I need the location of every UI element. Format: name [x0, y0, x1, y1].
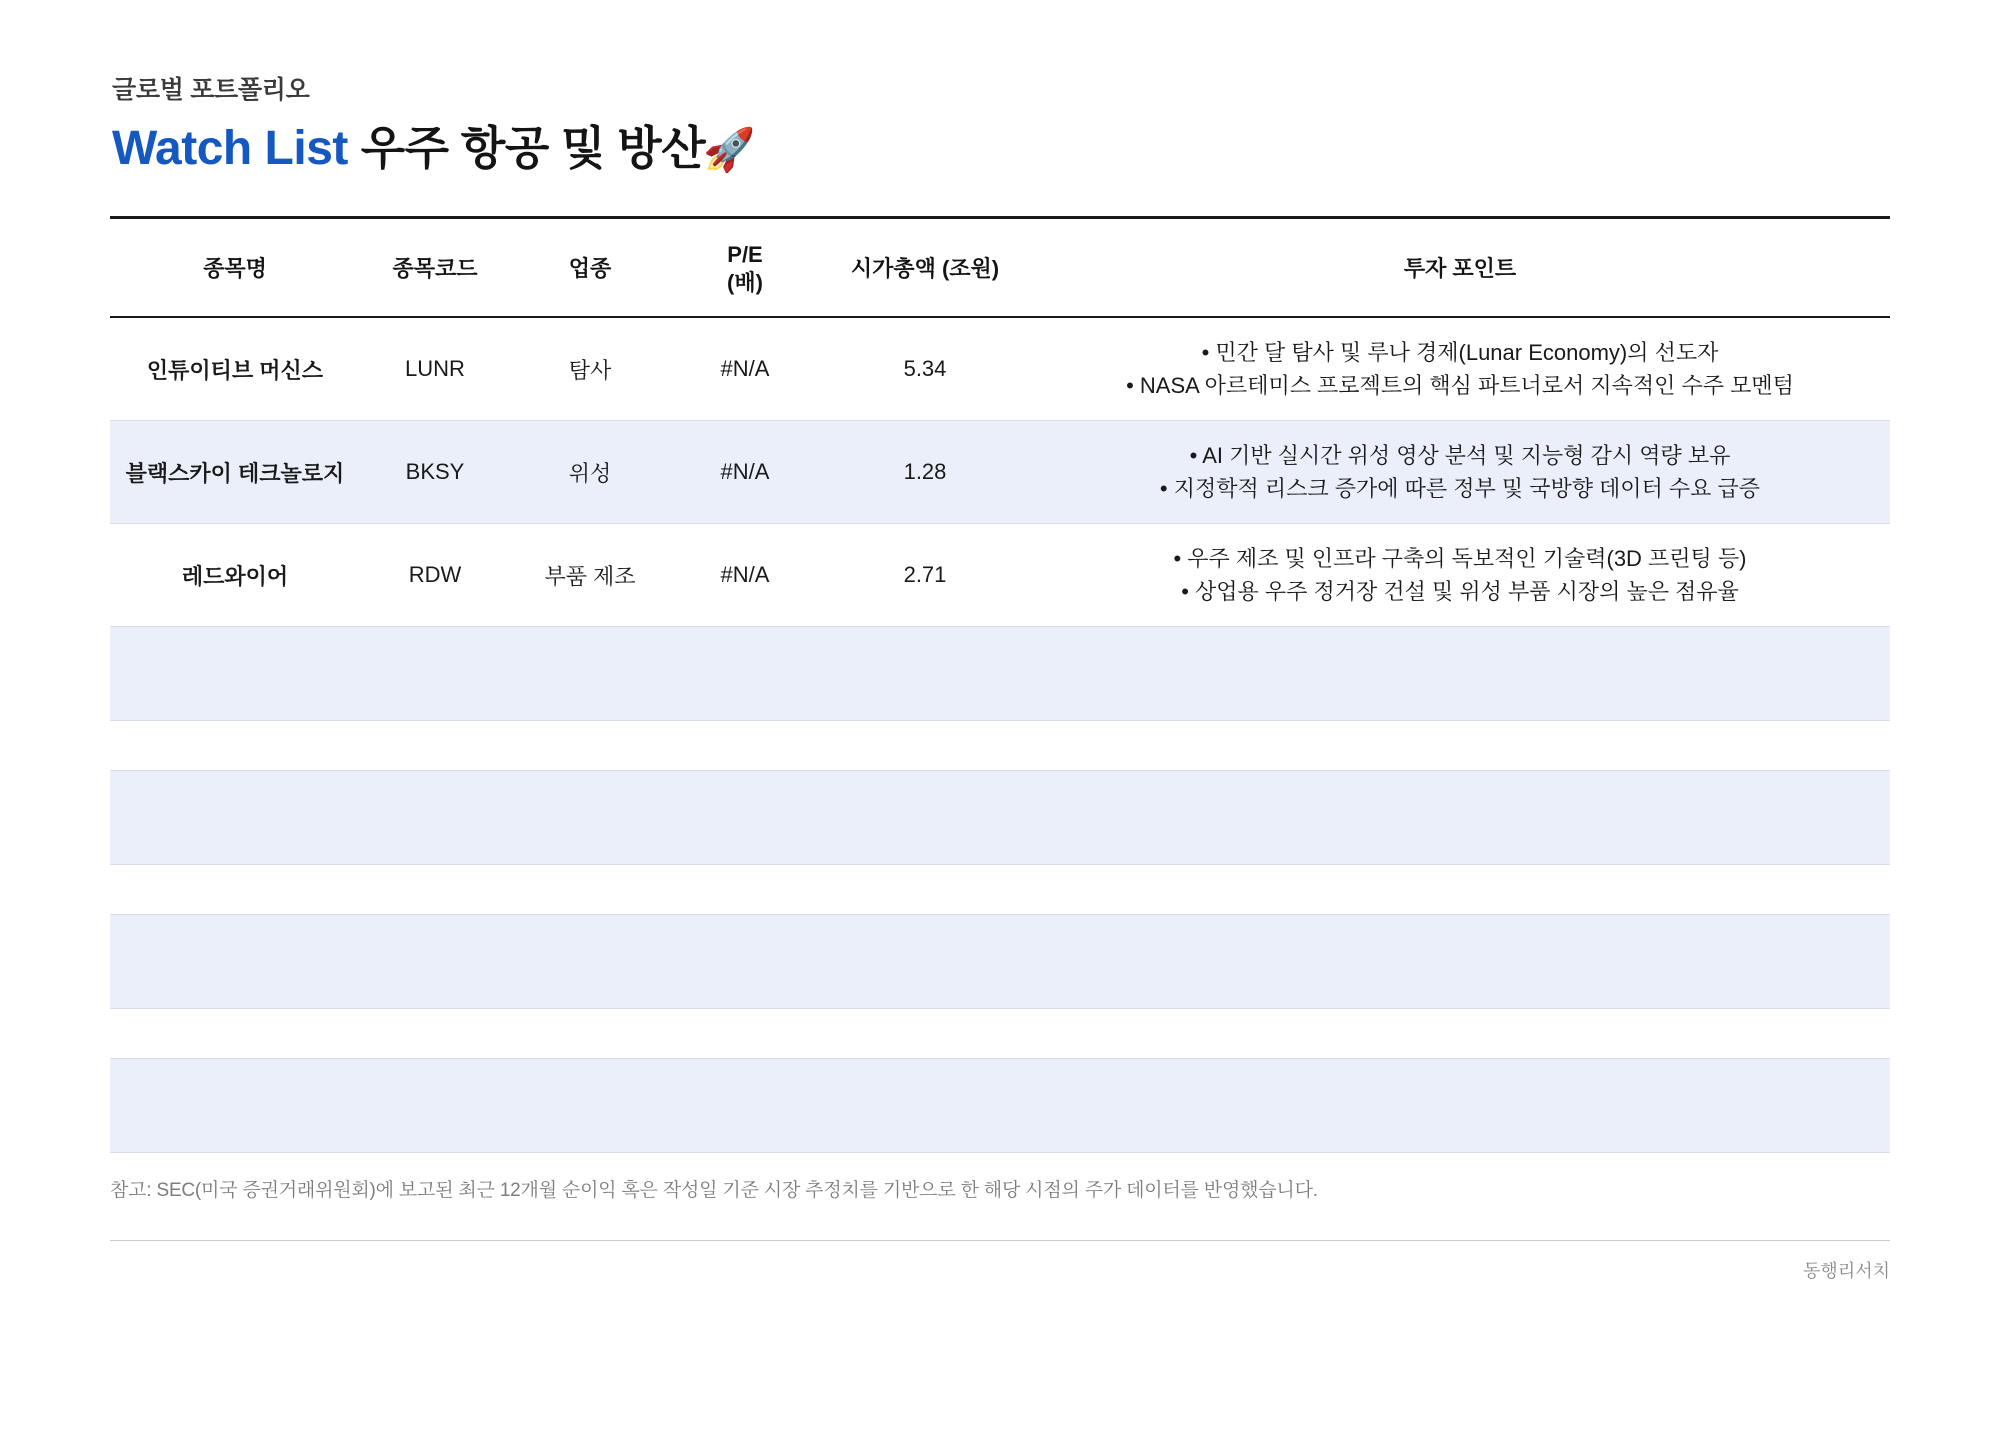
cell-sector: 위성 [510, 421, 670, 524]
investment-point: • 지정학적 리스크 증가에 따른 정부 및 국방향 데이터 수요 급증 [1159, 476, 1761, 501]
eyebrow-label: 글로벌 포트폴리오 [112, 76, 310, 104]
table-body [110, 317, 1890, 1153]
cell-pe: #N/A [670, 421, 820, 524]
page-header [110, 70, 1890, 178]
table-header [110, 218, 1890, 318]
cell-name: 인튜이티브 머신스 [110, 317, 360, 421]
watchlist-table [110, 216, 1890, 1153]
page-title [112, 112, 1890, 178]
investment-point: • 상업용 우주 정거장 건설 및 위성 부품 시장의 높은 점유율 [1181, 579, 1739, 604]
table-row-spacer [110, 865, 1890, 915]
cell-market-cap: 1.28 [820, 421, 1030, 524]
table-row-empty [110, 915, 1890, 1009]
table-row [110, 421, 1890, 524]
cell-pe: #N/A [670, 524, 820, 627]
table-row-empty [110, 771, 1890, 865]
table-row [110, 317, 1890, 421]
page-title-accent: Watch List [112, 122, 361, 175]
cell-code: RDW [360, 524, 510, 627]
investment-point: • 민간 달 탐사 및 루나 경제(Lunar Economy)의 선도자 [1201, 340, 1719, 365]
column-header-pe-line1: P/E [727, 242, 763, 267]
cell-code: LUNR [360, 317, 510, 421]
cell-investment-points [1030, 317, 1890, 421]
investment-point: • NASA 아르테미스 프로젝트의 핵심 파트너로서 지속적인 수주 모멘텀 [1126, 373, 1794, 398]
cell-market-cap: 5.34 [820, 317, 1030, 421]
table-row-empty [110, 627, 1890, 721]
page-title-main: 우주 항공 및 방산 [360, 122, 706, 174]
investment-point: • 우주 제조 및 인프라 구축의 독보적인 기술력(3D 프린팅 등) [1173, 546, 1747, 571]
cell-name: 레드와이어 [110, 524, 360, 627]
column-header-sector: 업종 [510, 218, 670, 318]
column-header-investment-points: 투자 포인트 [1030, 218, 1890, 318]
table-row-empty [110, 1059, 1890, 1153]
column-header-pe-line2: (배) [727, 269, 763, 295]
cell-pe: #N/A [670, 317, 820, 421]
cell-market-cap: 2.71 [820, 524, 1030, 627]
cell-code: BKSY [360, 421, 510, 524]
column-header-pe [670, 218, 820, 318]
cell-name: 블랙스카이 테크놀로지 [110, 421, 360, 524]
column-header-name: 종목명 [110, 218, 360, 318]
footnote: 참고: SEC(미국 증권거래위원회)에 보고된 최근 12개월 순이익 혹은 작성일 기준 시장 추정치를 기반으로 한 해당 시점의 주가 데이터를 반영했습니다. [110, 1180, 1318, 1201]
column-header-code: 종목코드 [360, 218, 510, 318]
watchlist-table-wrap [110, 216, 1890, 1153]
investment-point: • AI 기반 실시간 위성 영상 분석 및 지능형 감시 역량 보유 [1189, 443, 1731, 468]
cell-sector: 탐사 [510, 317, 670, 421]
table-row-spacer [110, 1009, 1890, 1059]
cell-sector: 부품 제조 [510, 524, 670, 627]
cell-investment-points [1030, 421, 1890, 524]
rocket-icon: 🚀 [703, 126, 756, 173]
table-row-spacer [110, 721, 1890, 771]
table-header-row [110, 218, 1890, 318]
cell-investment-points [1030, 524, 1890, 627]
column-header-market-cap: 시가총액 (조원) [820, 218, 1030, 318]
table-row [110, 524, 1890, 627]
footer-brand: 동행리서치 [1803, 1261, 1890, 1281]
